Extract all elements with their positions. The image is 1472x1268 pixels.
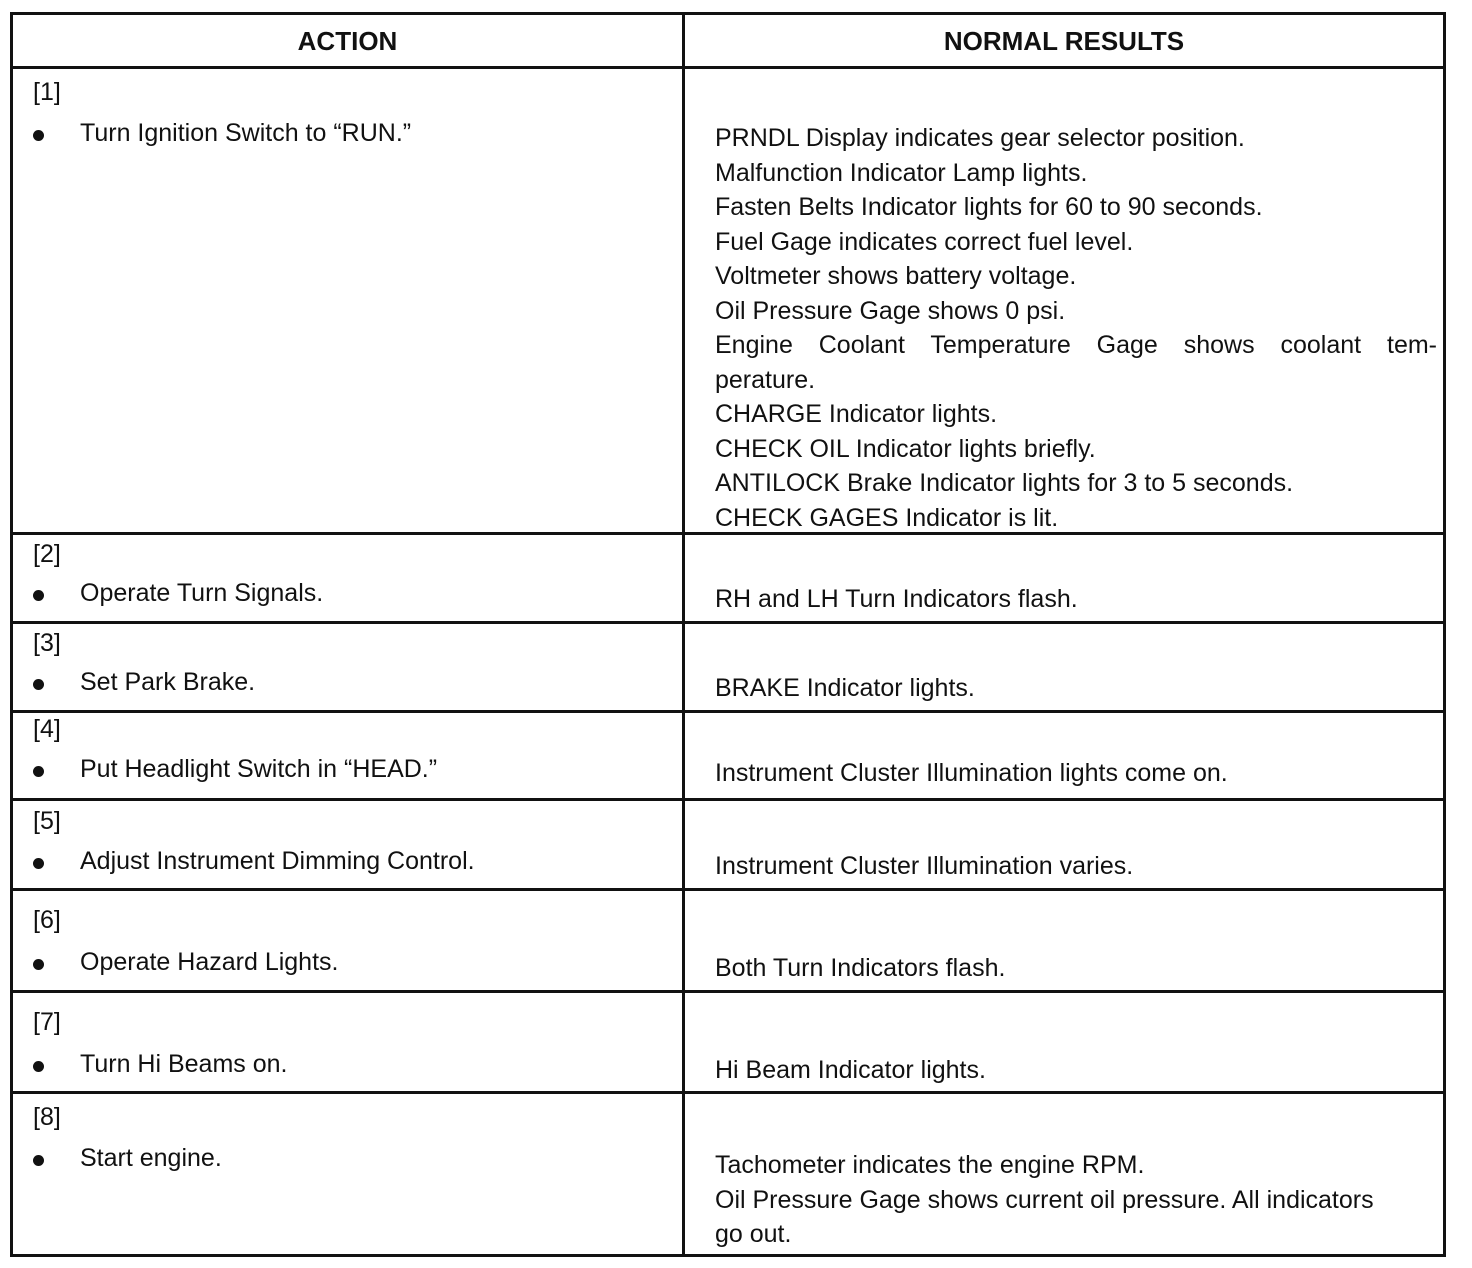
bullet-icon: [33, 679, 44, 690]
table-row: [13, 801, 1443, 888]
result-line: ANTILOCK Brake Indicator lights for 3 to 5 seconds.: [715, 469, 1294, 497]
action-text: Operate Hazard Lights.: [80, 948, 339, 976]
step-number: [2]: [33, 540, 61, 568]
bullet-icon: [33, 959, 44, 970]
bullet-icon: [33, 1061, 44, 1072]
result-line: Malfunction Indicator Lamp lights.: [715, 158, 1088, 187]
table-row: [13, 69, 1443, 532]
bullet-icon: [33, 130, 44, 141]
bullet-icon: [33, 858, 44, 869]
action-text: Adjust Instrument Dimming Control.: [80, 847, 475, 875]
action-text: Turn Hi Beams on.: [80, 1050, 288, 1078]
result-line: go out.: [715, 1220, 792, 1248]
header-action: ACTION: [297, 25, 398, 56]
results-text: [715, 1053, 1437, 1088]
result-line: CHARGE Indicator lights.: [715, 400, 998, 428]
step-number: [5]: [33, 807, 61, 835]
action-text: Operate Turn Signals.: [80, 579, 324, 607]
table-row: [13, 1094, 1443, 1254]
result-line: RH and LH Turn Indicators flash.: [715, 585, 1078, 613]
result-line: Fasten Belts Indicator lights for 60 to 90 seconds.: [715, 193, 1263, 221]
result-line: Hi Beam Indicator lights.: [715, 1056, 986, 1084]
header-normal-results: NORMAL RESULTS: [943, 25, 1185, 56]
result-line: Oil Pressure Gage shows current oil pressure. All indicators: [715, 1185, 1374, 1214]
results-text: [715, 582, 1437, 617]
results-text: [715, 671, 1437, 706]
step-number: [4]: [33, 715, 61, 743]
result-line: Tachometer indicates the engine RPM.: [715, 1151, 1145, 1179]
action-results-table: [10, 12, 1446, 1257]
result-line: Both Turn Indicators flash.: [715, 954, 1006, 982]
result-line: Voltmeter shows battery voltage.: [715, 262, 1077, 290]
result-line: CHECK OIL Indicator lights briefly.: [715, 434, 1096, 463]
table-row: [13, 993, 1443, 1091]
bullet-icon: [33, 766, 44, 777]
table-row: [13, 535, 1443, 621]
results-text: [715, 121, 1437, 535]
step-number: [7]: [33, 1008, 61, 1036]
bullet-icon: [33, 590, 44, 601]
result-line: Instrument Cluster Illumination varies.: [715, 852, 1134, 880]
step-number: [1]: [33, 78, 61, 106]
table-row: [13, 891, 1443, 990]
result-line: Oil Pressure Gage shows 0 psi.: [715, 296, 1066, 325]
result-line: perature.: [715, 365, 816, 394]
table-row: [13, 713, 1443, 798]
result-line: CHECK GAGES Indicator is lit.: [715, 503, 1059, 532]
result-line: Instrument Cluster Illumination lights come on.: [715, 759, 1228, 787]
result-line: Fuel Gage indicates correct fuel level.: [715, 227, 1134, 256]
step-number: [3]: [33, 629, 61, 657]
action-text: Put Headlight Switch in “HEAD.”: [80, 755, 438, 783]
action-text: Turn Ignition Switch to “RUN.”: [80, 119, 412, 147]
results-text: [715, 1148, 1437, 1252]
result-line: BRAKE Indicator lights.: [715, 674, 975, 702]
result-line: PRNDL Display indicates gear selector position.: [715, 124, 1245, 152]
table-row: [13, 624, 1443, 710]
bullet-icon: [33, 1155, 44, 1166]
action-text: Set Park Brake.: [80, 668, 256, 696]
results-text: [715, 951, 1437, 986]
action-text: Start engine.: [80, 1144, 222, 1172]
result-line: Engine Coolant Temperature Gage shows coolant tem-: [715, 331, 1437, 359]
step-number: [6]: [33, 906, 61, 934]
results-text: [715, 756, 1437, 791]
results-text: [715, 849, 1437, 884]
step-number: [8]: [33, 1103, 61, 1131]
